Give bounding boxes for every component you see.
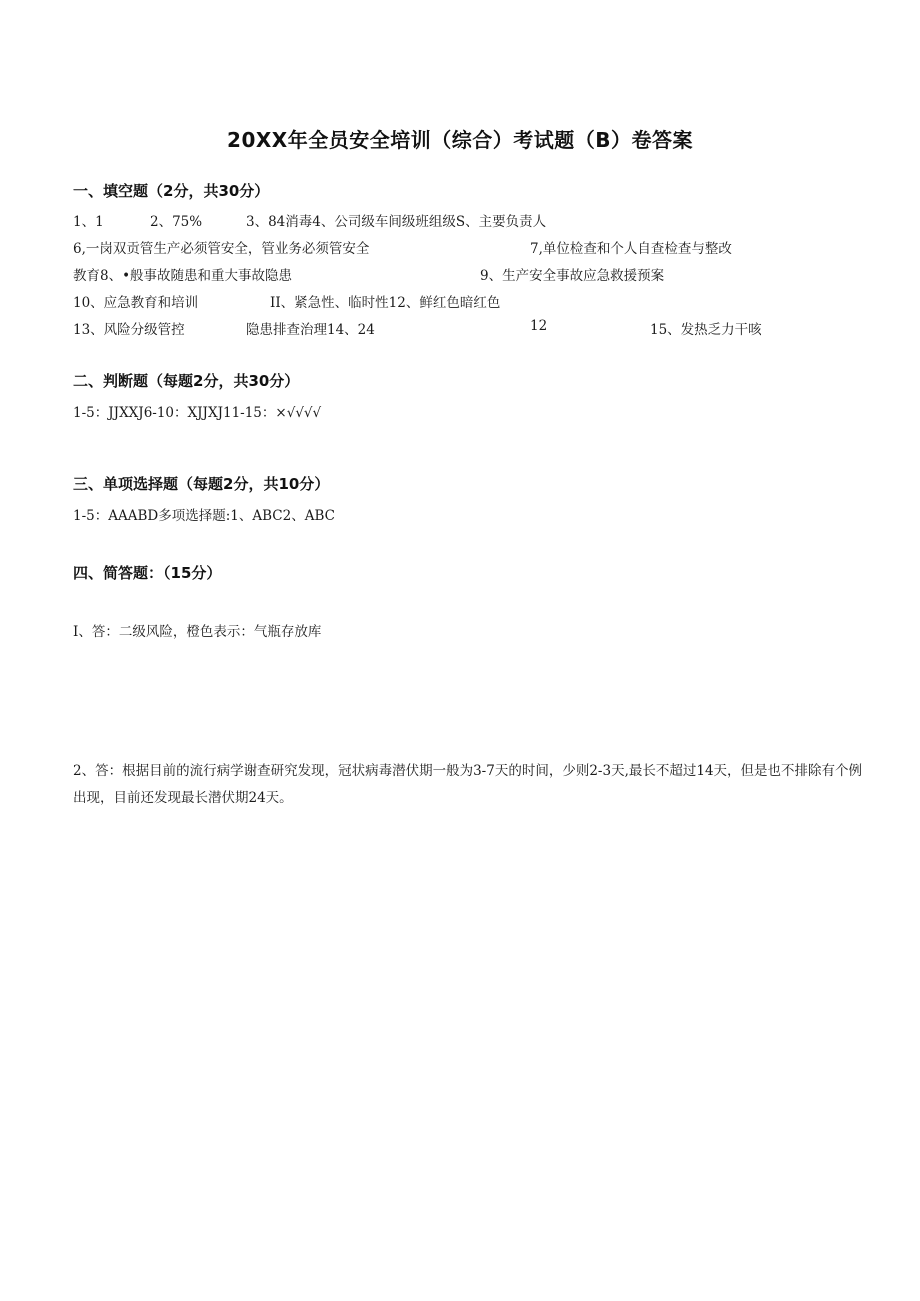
answer-cell: 7,单位检查和个人自查检查与整改	[530, 241, 732, 257]
answer-cell: II、紧急性、临时性12、鲜红色暗红色	[270, 295, 501, 311]
answer-cell: 2、75%	[150, 214, 203, 230]
answer-cell: 3、84消毒4、公司级车间级班组级S、主要负责人	[246, 214, 547, 230]
answer-cell: 13、风险分级管控	[73, 322, 185, 338]
short-answer-1: I、答：二级风险，橙色表示：气瓶存放库	[73, 624, 322, 640]
answer-cell: 10、应急教育和培训	[73, 295, 199, 311]
document-title: 20XX年全员安全培训（综合）考试题（B）卷答案	[227, 128, 693, 152]
section4-heading: 四、简答题：（15分）	[73, 564, 222, 582]
section3-heading: 三、单项选择题（每题2分，共10分）	[73, 475, 330, 493]
answer-cell: 12	[530, 318, 548, 334]
answer-cell: 15、发热乏力干咳	[650, 322, 762, 338]
answer-cell: 9、生产安全事故应急救援预案	[480, 268, 665, 284]
short-answer-2: 2、答：根据目前的流行病学谢查研究发现，冠状病毒潜伏期一般为3-7天的时间，少则2-3天,最长不超过14天，但是也不排除有个例出现，目前还发现最长潜伏期24天。	[73, 763, 863, 806]
section1-heading: 一、填空题（2分，共30分）	[73, 182, 270, 200]
choice-answers: 1-5：AAABD多项选择题:1、ABC2、ABC	[73, 508, 335, 524]
answer-cell: 隐患排查治理14、24	[246, 322, 375, 338]
answer-cell: 6,一岗双贡管生产必须管安全，管业务必须管安全	[73, 241, 370, 257]
judgment-answers: 1-5：JJXXJ6-10：XJJXJ11-15：×√√√√	[73, 405, 322, 421]
answer-cell: 教育8、•般事故随患和重大事故隐患	[73, 268, 293, 284]
answer-cell: 1、1	[73, 214, 104, 230]
section2-heading: 二、判断题（每题2分，共30分）	[73, 372, 300, 390]
